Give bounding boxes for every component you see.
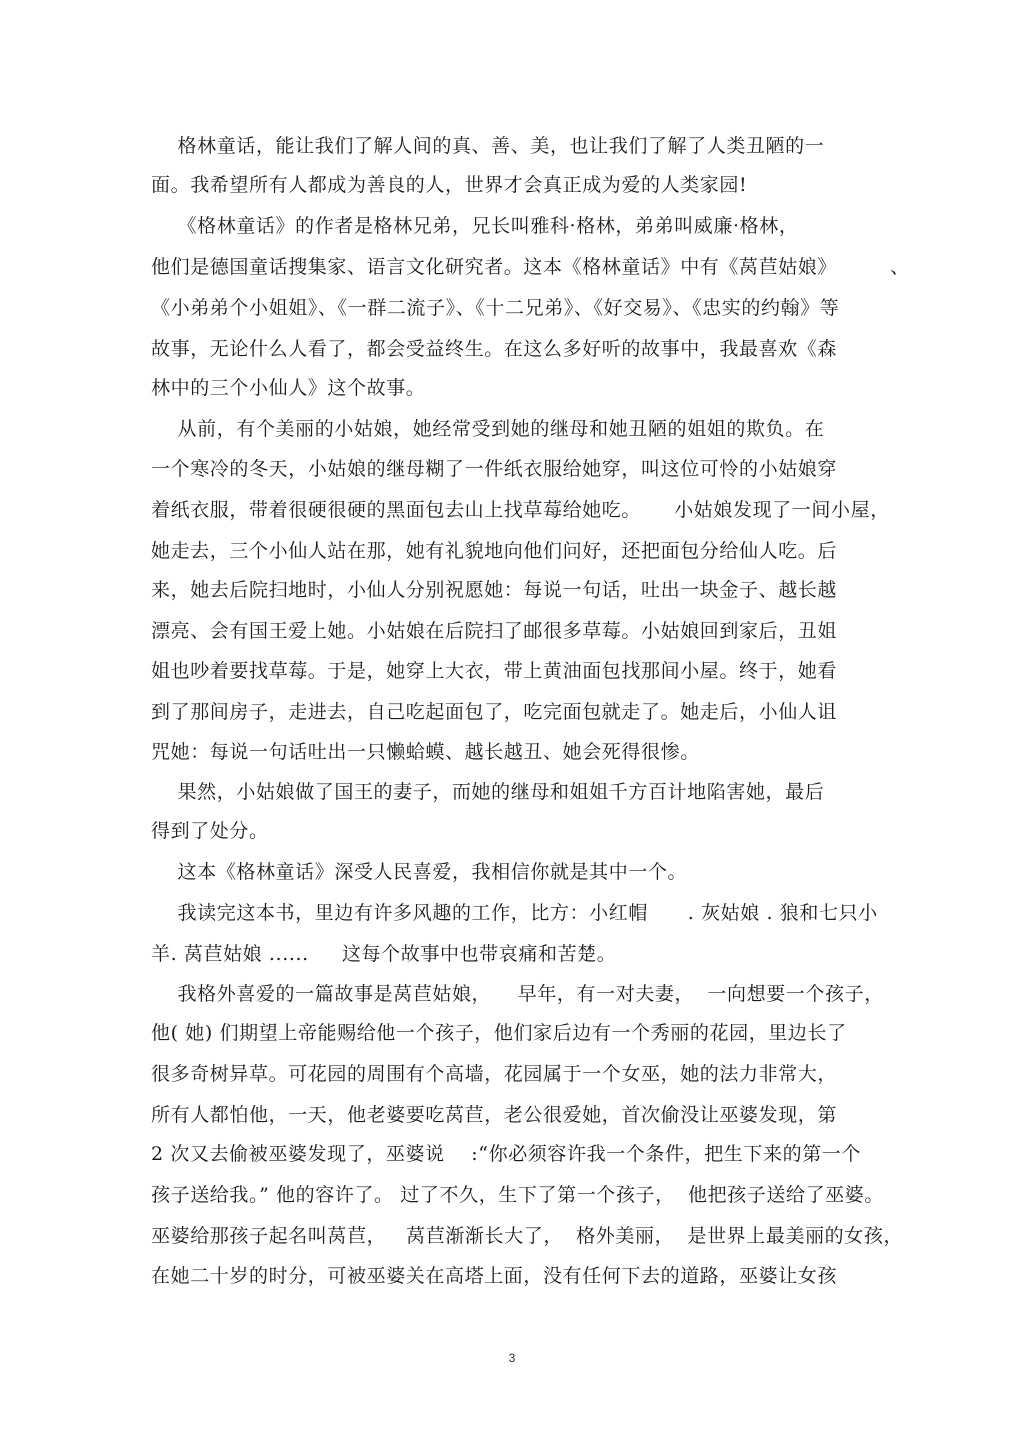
text-line: 从前，有个美丽的小姑娘，她经常受到她的继母和她丑陋的姐姐的欺负。在 <box>151 418 825 440</box>
text-line: 格林童话，能让我们了解人间的真、善、美，也让我们了解了人类丑陋的一 <box>151 135 825 157</box>
text-line: 他( 她) 们期望上帝能赐给他一个孩子，他们家后边有一个秀丽的花园，里边长了 <box>151 1022 847 1044</box>
text-line: 孩子送给我。” 他的容许了。 过了不久，生下了第一个孩子， 他把孩子送给了巫婆。 <box>151 1184 884 1206</box>
text-line: 所有人都怕他，一天，他老婆要吃莴苣，老公很爱她，首次偷没让巫婆发现，第 <box>151 1104 838 1126</box>
text-line: 《格林童话》的作者是格林兄弟，兄长叫雅科·格林，弟弟叫威廉·格林， <box>151 215 799 237</box>
text-line: 一个寒冷的冬天，小姑娘的继母糊了一件纸衣服给她穿，叫这位可怜的小姑娘穿 <box>151 458 838 480</box>
text-line: 他们是德国童话搜集家、语言文化研究者。这本《格林童话》中有《莴苣姑娘》 、 <box>151 256 910 278</box>
text-line: 我读完这本书，里边有许多风趣的工作，比方：小红帽 . 灰姑娘 . 狼和七只小 <box>151 902 878 924</box>
text-line: 得到了处分。 <box>151 820 269 842</box>
text-line: 这本《格林童话》深受人民喜爱，我相信你就是其中一个。 <box>151 861 688 883</box>
text-line: 林中的三个小仙人》这个故事。 <box>151 377 426 399</box>
text-line: 巫婆给那孩子起名叫莴苣， 莴苣渐渐长大了， 格外美丽， 是世界上最美丽的女孩， <box>151 1225 904 1247</box>
text-line: 故事，无论什么人看了，都会受益终生。在这么多好听的故事中，我最喜欢《森 <box>151 338 838 360</box>
text-line: 2 次又去偷被巫婆发现了，巫婆说 :“你必须容许我一个条件，把生下来的第一个 <box>151 1143 862 1165</box>
text-line: 她走去，三个小仙人站在那，她有礼貌地向他们问好，还把面包分给仙人吃。后 <box>151 540 838 562</box>
text-line: 面。我希望所有人都成为善良的人，世界才会真正成为爱的人类家园! <box>151 174 748 196</box>
text-line: 到了那间房子，走进去，自己吃起面包了，吃完面包就走了。她走后，小仙人诅 <box>151 701 838 723</box>
text-line: 咒她：每说一句话吐出一只懒蛤蟆、越长越丑、她会死得很惨。 <box>151 741 700 763</box>
text-line: 在她二十岁的时分，可被巫婆关在高塔上面，没有任何下去的道路，巫婆让女孩 <box>151 1265 838 1287</box>
text-line: 很多奇树异草。可花园的周围有个高墙，花园属于一个女巫，她的法力非常大， <box>151 1063 838 1085</box>
text-line: 着纸衣服，带着很硬很硬的黑面包去山上找草莓给她吃。 小姑娘发现了一间小屋， <box>151 499 890 521</box>
text-line: 《小弟弟个小姐姐》、《一群二流子》、《十二兄弟》、《好交易》、《忠实的约翰》等 <box>151 297 840 319</box>
text-line: 我格外喜爱的一篇故事是莴苣姑娘， 早年，有一对夫妻， 一向想要一个孩子， <box>151 983 884 1005</box>
page-number: 3 <box>508 1351 516 1365</box>
text-line: 漂亮、会有国王爱上她。小姑娘在后院扫了邮很多草莓。小姑娘回到家后，丑姐 <box>151 620 838 642</box>
text-line: 羊. 莴苣姑娘 ...... 这每个故事中也带哀痛和苦楚。 <box>151 943 617 965</box>
text-line: 姐也吵着要找草莓。于是，她穿上大衣，带上黄油面包找那间小屋。终于，她看 <box>151 660 838 682</box>
text-line: 果然，小姑娘做了国王的妻子，而她的继母和姐姐千方百计地陷害她，最后 <box>151 781 825 803</box>
text-line: 来，她去后院扫地时，小仙人分别祝愿她：每说一句话，吐出一块金子、越长越 <box>151 579 838 601</box>
